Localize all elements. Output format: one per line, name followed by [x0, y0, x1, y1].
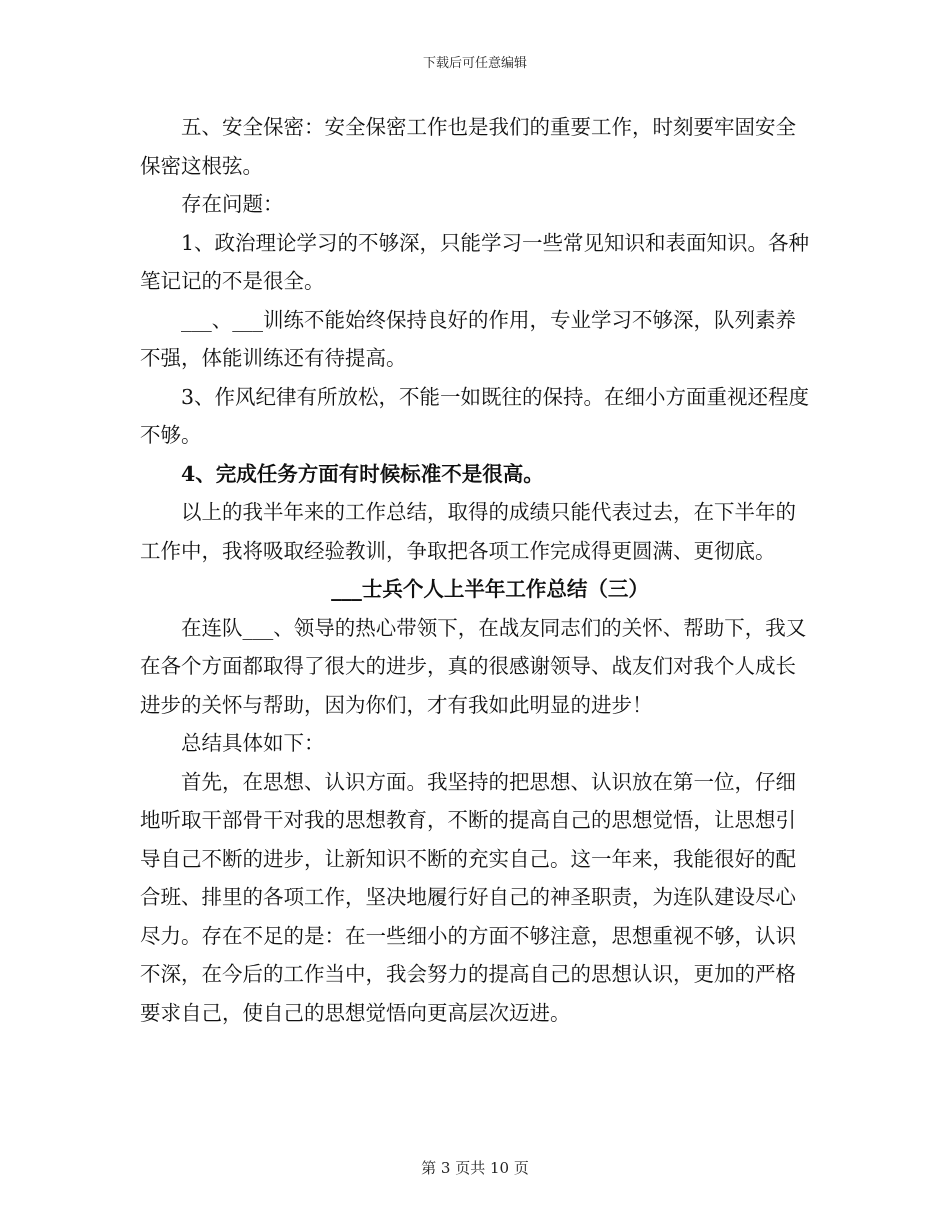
- page-header: 下载后可任意编辑: [422, 56, 527, 71]
- paragraph-intro: 在连队___、领导的热心带领下，在战友同志们的关怀、帮助下，我又在各个方面都取得了很大的进步，真的很感谢领导、战友们对我个人成长进步的关怀与帮助，因为你们，才有我如此明显的进步！: [140, 615, 807, 717]
- paragraph-summary-heading: 总结具体如下：: [181, 731, 325, 755]
- page-footer: 第 3 页共 10 页: [421, 1159, 529, 1177]
- paragraph-problem-1: 1、政治理论学习的不够深，只能学习一些常见知识和表面知识。各种笔记记的不是很全。: [140, 230, 810, 293]
- paragraph-problem-2: ___、___训练不能始终保持良好的作用，专业学习不够深，队列素养不强，体能训练还有待提高。: [140, 307, 796, 370]
- paragraph-conclusion: 以上的我半年来的工作总结，取得的成绩只能代表过去，在下半年的工作中，我将吸取经验教训，争取把各项工作完成得更圆满、更彻底。: [140, 500, 796, 563]
- section-title: ___士兵个人上半年工作总结（三）: [331, 577, 649, 601]
- paragraph-security: 五、安全保密：安全保密工作也是我们的重要工作，时刻要牢固安全保密这根弦。: [140, 115, 796, 178]
- paragraph-thought: 首先，在思想、认识方面。我坚持的把思想、认识放在第一位，仔细地听取干部骨干对我的思想教育，不断的提高自己的思想觉悟，让思想引导自己不断的进步，让新知识不断的充实自己。这一年来，我能很好的配合班、排里的各项工作，坚决地履行好自己的神圣职责，为连队建设尽心尽力。存在不足的是：在一些细小的方面不够注意，思想重视不够，认识不深，在今后的工作当中，我会努力的提高自己的思想认识，更加的严格要求自己，使自己的思想觉悟向更高层次迈进。: [140, 769, 796, 1025]
- document-body: [140, 108, 810, 1032]
- paragraph-problems-heading: 存在问题：: [181, 192, 284, 216]
- paragraph-problem-4: 4、完成任务方面有时候标准不是很高。: [181, 461, 544, 486]
- paragraph-problem-3: 3、作风纪律有所放松，不能一如既往的保持。在细小方面重视还程度不够。: [140, 384, 810, 447]
